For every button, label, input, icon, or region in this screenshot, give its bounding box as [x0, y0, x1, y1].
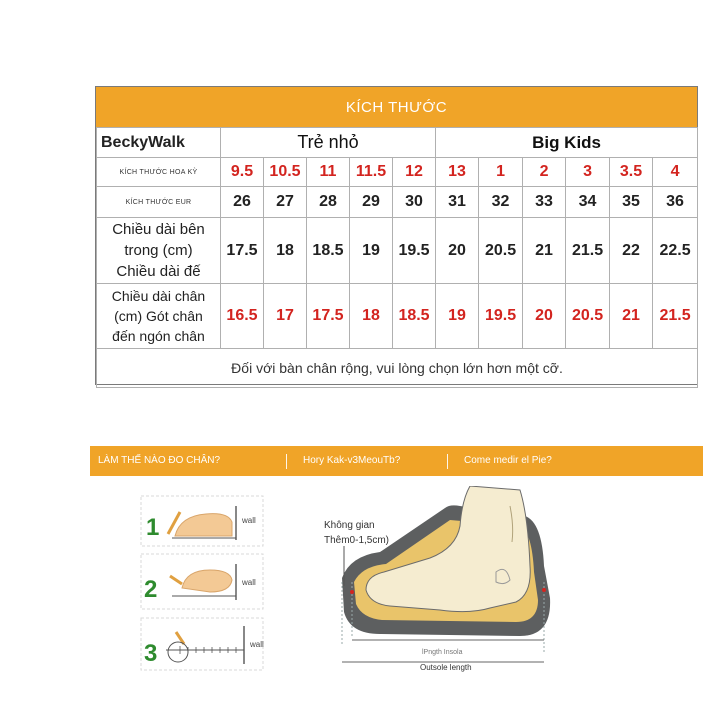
- foot-length-cell: 20.5: [566, 284, 610, 349]
- inner-length-cell: 17.5: [221, 218, 264, 284]
- us-size-cell: 2: [523, 158, 566, 187]
- inner-length-cell: 21: [523, 218, 566, 284]
- eur-size-cell: 36: [653, 187, 698, 218]
- foot-length-cell: 21.5: [653, 284, 698, 349]
- measure-heading-ru: Hory Kak-v3MeouTb?: [303, 455, 401, 466]
- foot-length-cell: 19: [436, 284, 479, 349]
- eur-size-label: KÍCH THƯỚC EUR: [97, 187, 221, 218]
- inner-length-label-line: Chiều dài bên: [112, 221, 205, 238]
- foot-length-cell: 19.5: [479, 284, 523, 349]
- us-size-row: [97, 158, 698, 187]
- foot-length-cell: 20: [523, 284, 566, 349]
- size-grid: [96, 127, 698, 388]
- step-number-2: 2: [144, 576, 158, 603]
- shoe-illustration: [320, 486, 560, 676]
- us-size-cell: 3: [566, 158, 610, 187]
- outsole-length-label: Outsole length: [420, 663, 472, 672]
- wall-label: wall: [242, 516, 256, 525]
- eur-size-cell: 32: [479, 187, 523, 218]
- us-size-cell: 3.5: [610, 158, 653, 187]
- foot-length-cell: 16.5: [221, 284, 264, 349]
- inner-length-cell: 19.5: [393, 218, 436, 284]
- eur-size-cell: 34: [566, 187, 610, 218]
- foot-length-cell: 17.5: [307, 284, 350, 349]
- foot-length-label-line: (cm) Gót chân: [114, 308, 203, 324]
- foot-length-cell: 17: [264, 284, 307, 349]
- step-number-3: 3: [144, 640, 158, 667]
- eur-size-cell: 35: [610, 187, 653, 218]
- divider: [286, 454, 287, 469]
- us-size-cell: 11.5: [350, 158, 393, 187]
- inner-length-cell: 21.5: [566, 218, 610, 284]
- insole-length-label: lPngth Insola: [422, 649, 463, 656]
- inner-length-label: [97, 218, 221, 284]
- measure-heading-es: Come medir el Pie?: [464, 455, 552, 466]
- how-to-measure-bar: [90, 446, 703, 476]
- measure-heading-vi: LÀM THẾ NÀO ĐO CHÂN?: [98, 455, 221, 466]
- wall-label: wall: [242, 578, 256, 587]
- inner-length-cell: 19: [350, 218, 393, 284]
- size-chart-title: KÍCH THƯỚC: [96, 87, 697, 127]
- eur-size-cell: 31: [436, 187, 479, 218]
- foot-length-cell: 18.5: [393, 284, 436, 349]
- group-toddler: Trẻ nhỏ: [221, 128, 436, 158]
- eur-size-cell: 28: [307, 187, 350, 218]
- eur-size-cell: 30: [393, 187, 436, 218]
- measure-steps: [140, 492, 265, 672]
- inner-length-cell: 18.5: [307, 218, 350, 284]
- inner-length-cell: 22.5: [653, 218, 698, 284]
- inner-length-label-line: trong (cm): [124, 242, 193, 259]
- foot-length-label-line: Chiều dài chân: [111, 288, 206, 304]
- us-size-cell: 12: [393, 158, 436, 187]
- eur-size-cell: 26: [221, 187, 264, 218]
- inner-length-cell: 18: [264, 218, 307, 284]
- us-size-cell: 4: [653, 158, 698, 187]
- divider: [447, 454, 448, 469]
- us-size-cell: 11: [307, 158, 350, 187]
- eur-size-row: [97, 187, 698, 218]
- foot-length-label: [97, 284, 221, 349]
- inner-length-label-line: Chiều dài đế: [116, 263, 201, 280]
- foot-length-row: [97, 284, 698, 349]
- inner-length-cell: 20: [436, 218, 479, 284]
- us-size-cell: 13: [436, 158, 479, 187]
- inner-length-row: [97, 218, 698, 284]
- foot-length-label-line: đến ngón chân: [112, 328, 205, 344]
- wall-label: wall: [250, 640, 264, 649]
- eur-size-cell: 33: [523, 187, 566, 218]
- step-number-1: 1: [146, 514, 160, 541]
- space-label: Không gian: [324, 520, 375, 531]
- eur-size-cell: 29: [350, 187, 393, 218]
- space-extra-label: Thêm0-1,5cm): [324, 535, 390, 546]
- eur-size-cell: 27: [264, 187, 307, 218]
- wide-foot-note: Đối với bàn chân rộng, vui lòng chọn lớn hơn một cỡ.: [97, 349, 698, 388]
- group-big-kids: Big Kids: [436, 128, 698, 158]
- size-chart: [95, 86, 698, 385]
- foot-length-cell: 18: [350, 284, 393, 349]
- us-size-cell: 9.5: [221, 158, 264, 187]
- us-size-cell: 10.5: [264, 158, 307, 187]
- inner-length-cell: 20.5: [479, 218, 523, 284]
- us-size-cell: 1: [479, 158, 523, 187]
- foot-length-cell: 21: [610, 284, 653, 349]
- foot-in-shoe-diagram: [320, 486, 560, 676]
- inner-length-cell: 22: [610, 218, 653, 284]
- brand-name: BeckyWalk: [97, 128, 221, 158]
- us-size-label: KÍCH THƯỚC HOA KỲ: [97, 158, 221, 187]
